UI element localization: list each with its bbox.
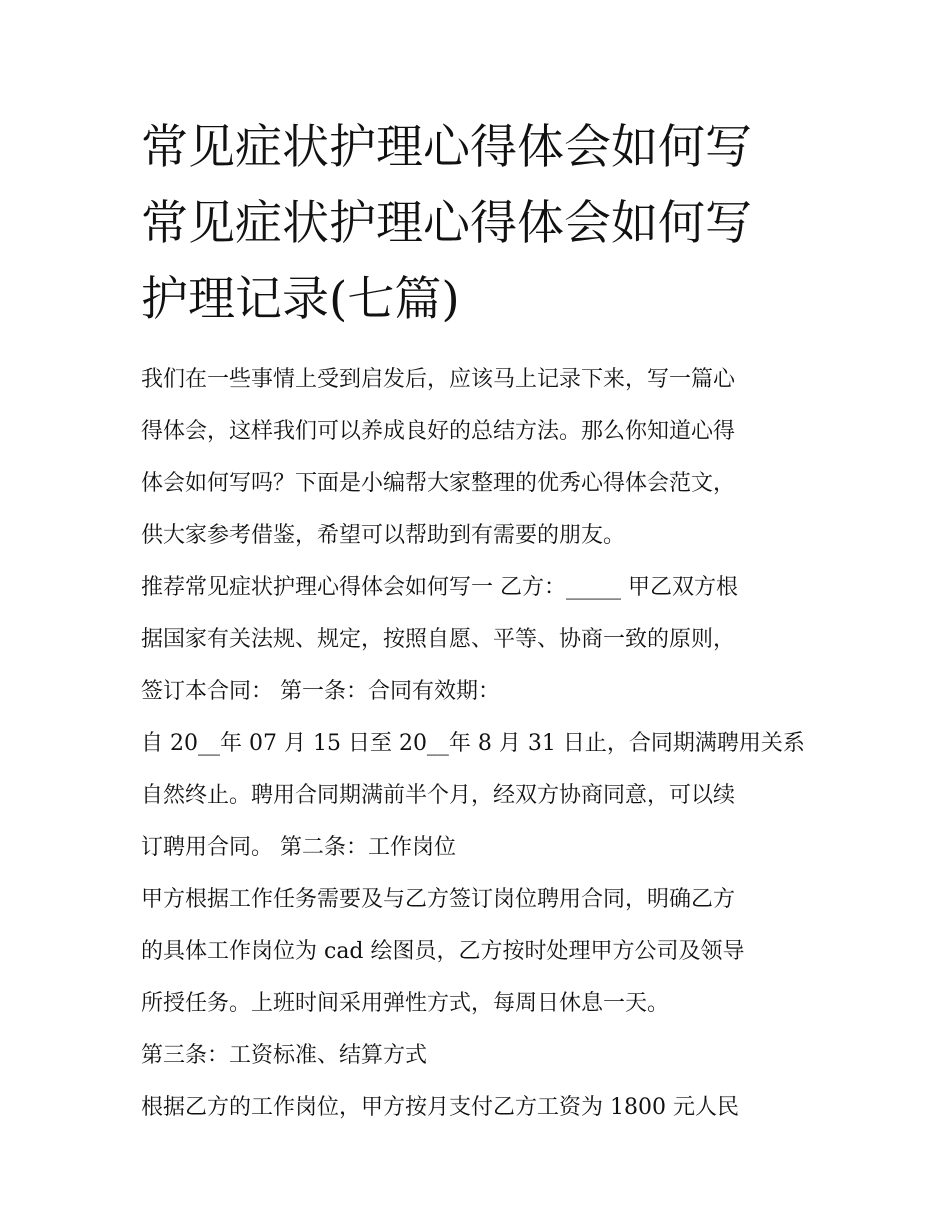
text-line: 推荐常见症状护理心得体会如何写一 乙方：_____ 甲乙双方根 [141, 575, 738, 600]
text-line: 根据乙方的工作岗位，甲方按月支付乙方工资为 1800 元人民 [141, 1095, 739, 1120]
text-line: 供大家参考借鉴，希望可以帮助到有需要的朋友。 [141, 523, 626, 548]
intro-paragraph [141, 354, 813, 562]
contract-intro-paragraph [141, 562, 813, 718]
text-line: 我们在一些事情上受到启发后，应该马上记录下来，写一篇心 [141, 367, 736, 392]
text-line: 据国家有关法规、规定，按照自愿、平等、协商一致的原则， [141, 627, 736, 652]
contract-term-paragraph [141, 718, 813, 874]
title-line: 常见症状护理心得体会如何写 [141, 196, 752, 251]
text-line: 订聘用合同。 第二条：工作岗位 [141, 835, 456, 860]
text-line: 签订本合同： 第一条：合同有效期： [141, 679, 500, 704]
title-line: 常见症状护理心得体会如何写 [141, 120, 752, 175]
job-position-paragraph [141, 874, 813, 1030]
document-title [141, 110, 821, 338]
text-line: 所授任务。上班时间采用弹性方式，每周日休息一天。 [141, 991, 670, 1016]
text-line: 的具体工作岗位为 cad 绘图员，乙方按时处理甲方公司及领导 [141, 939, 745, 964]
text-line: 自 20__年 07 月 15 日至 20__年 8 月 31 日止，合同期满聘用关系 [141, 731, 805, 756]
title-line: 护理记录(七篇) [141, 272, 460, 327]
text-line: 甲方根据工作任务需要及与乙方签订岗位聘用合同，明确乙方 [141, 887, 736, 912]
text-line: 自然终止。聘用合同期满前半个月，经双方协商同意，可以续 [141, 783, 736, 808]
section-heading-salary [141, 1030, 813, 1082]
text-line: 体会如何写吗？下面是小编帮大家整理的优秀心得体会范文， [141, 471, 736, 496]
text-line: 得体会，这样我们可以养成良好的总结方法。那么你知道心得 [141, 419, 736, 444]
salary-paragraph [141, 1082, 813, 1134]
document-body [141, 354, 813, 1134]
text-line: 第三条：工资标准、结算方式 [141, 1043, 428, 1068]
